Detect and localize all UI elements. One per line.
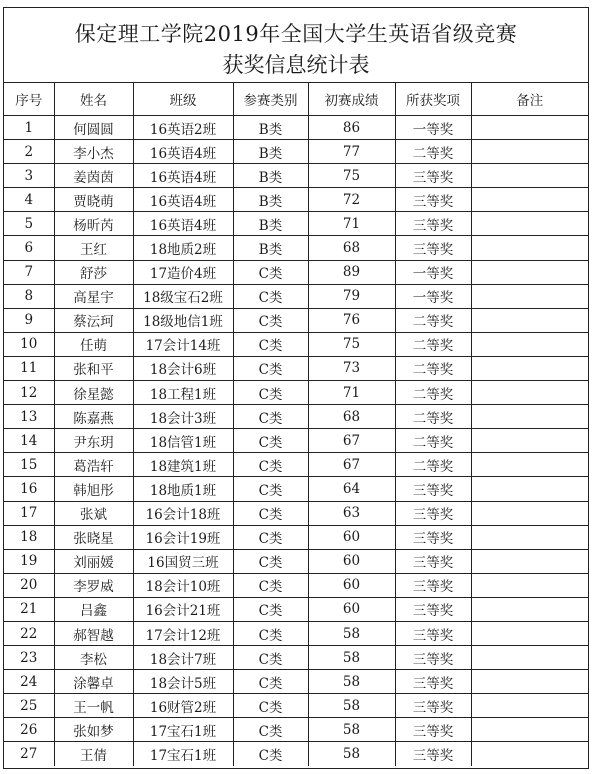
cell-category: B类 xyxy=(233,188,308,212)
cell-name: 张晓星 xyxy=(54,525,133,549)
header-award: 所获奖项 xyxy=(395,83,471,116)
cell-index: 4 xyxy=(4,188,54,212)
cell-name: 韩旭彤 xyxy=(54,477,133,501)
table-row xyxy=(4,381,588,405)
cell-score: 89 xyxy=(308,260,395,284)
header-name: 姓名 xyxy=(54,83,133,116)
cell-score: 67 xyxy=(308,429,395,453)
cell-award: 三等奖 xyxy=(395,236,471,260)
cell-index: 8 xyxy=(4,284,54,308)
cell-name: 贾晓萌 xyxy=(54,188,133,212)
cell-class: 16会计18班 xyxy=(133,501,233,525)
cell-category: C类 xyxy=(233,308,308,332)
cell-score: 68 xyxy=(308,236,395,260)
cell-class: 16英语4班 xyxy=(133,212,233,236)
header-index: 序号 xyxy=(4,83,54,116)
cell-index: 2 xyxy=(4,140,54,164)
cell-class: 17会计12班 xyxy=(133,621,233,645)
cell-remarks xyxy=(471,453,588,477)
cell-index: 12 xyxy=(4,381,54,405)
cell-class: 18工程1班 xyxy=(133,381,233,405)
cell-category: C类 xyxy=(233,356,308,380)
cell-award: 二等奖 xyxy=(395,381,471,405)
table-row xyxy=(4,284,588,308)
table-row xyxy=(4,308,588,332)
cell-score: 75 xyxy=(308,332,395,356)
cell-score: 58 xyxy=(308,742,395,766)
cell-remarks xyxy=(471,236,588,260)
table-row xyxy=(4,332,588,356)
table-row xyxy=(4,164,588,188)
cell-score: 60 xyxy=(308,573,395,597)
cell-score: 86 xyxy=(308,116,395,140)
cell-remarks xyxy=(471,670,588,694)
cell-index: 11 xyxy=(4,356,54,380)
cell-remarks xyxy=(471,284,588,308)
cell-score: 58 xyxy=(308,718,395,742)
cell-award: 三等奖 xyxy=(395,694,471,718)
cell-remarks xyxy=(471,646,588,670)
table-row xyxy=(4,694,588,718)
cell-name: 郝智越 xyxy=(54,621,133,645)
cell-category: C类 xyxy=(233,405,308,429)
cell-index: 27 xyxy=(4,742,54,766)
table-body xyxy=(4,116,588,766)
table-row xyxy=(4,549,588,573)
cell-award: 三等奖 xyxy=(395,597,471,621)
cell-class: 18会计6班 xyxy=(133,356,233,380)
cell-remarks xyxy=(471,477,588,501)
cell-class: 18级宝石2班 xyxy=(133,284,233,308)
cell-index: 21 xyxy=(4,597,54,621)
cell-remarks xyxy=(471,188,588,212)
cell-category: C类 xyxy=(233,646,308,670)
header-class: 班级 xyxy=(133,83,233,116)
cell-award: 一等奖 xyxy=(395,116,471,140)
cell-name: 刘丽媛 xyxy=(54,549,133,573)
cell-score: 64 xyxy=(308,477,395,501)
cell-award: 二等奖 xyxy=(395,453,471,477)
table-row xyxy=(4,429,588,453)
cell-class: 18会计3班 xyxy=(133,405,233,429)
cell-category: C类 xyxy=(233,260,308,284)
cell-remarks xyxy=(471,694,588,718)
cell-score: 60 xyxy=(308,525,395,549)
cell-class: 16英语4班 xyxy=(133,188,233,212)
cell-class: 18地质2班 xyxy=(133,236,233,260)
cell-class: 18级地信1班 xyxy=(133,308,233,332)
cell-name: 王红 xyxy=(54,236,133,260)
cell-category: C类 xyxy=(233,332,308,356)
cell-award: 二等奖 xyxy=(395,356,471,380)
cell-score: 68 xyxy=(308,405,395,429)
cell-award: 三等奖 xyxy=(395,164,471,188)
cell-category: C类 xyxy=(233,670,308,694)
cell-name: 姜茵茵 xyxy=(54,164,133,188)
table-row xyxy=(4,718,588,742)
cell-award: 三等奖 xyxy=(395,646,471,670)
cell-score: 58 xyxy=(308,694,395,718)
cell-remarks xyxy=(471,405,588,429)
cell-name: 何圆圆 xyxy=(54,116,133,140)
table-row xyxy=(4,356,588,380)
cell-index: 23 xyxy=(4,646,54,670)
cell-score: 73 xyxy=(308,356,395,380)
cell-score: 76 xyxy=(308,308,395,332)
document-title: 保定理工学院2019年全国大学生英语省级竞赛 xyxy=(74,22,518,46)
cell-name: 王一帆 xyxy=(54,694,133,718)
cell-remarks xyxy=(471,742,588,766)
cell-award: 二等奖 xyxy=(395,140,471,164)
cell-category: C类 xyxy=(233,621,308,645)
cell-category: C类 xyxy=(233,597,308,621)
table-row xyxy=(4,501,588,525)
cell-name: 李松 xyxy=(54,646,133,670)
cell-remarks xyxy=(471,718,588,742)
cell-remarks xyxy=(471,429,588,453)
cell-index: 24 xyxy=(4,670,54,694)
cell-score: 79 xyxy=(308,284,395,308)
cell-name: 王倩 xyxy=(54,742,133,766)
cell-award: 三等奖 xyxy=(395,670,471,694)
cell-award: 三等奖 xyxy=(395,742,471,766)
header-category: 参赛类别 xyxy=(233,83,308,116)
header-score: 初赛成绩 xyxy=(308,83,395,116)
cell-index: 22 xyxy=(4,621,54,645)
cell-index: 19 xyxy=(4,549,54,573)
cell-category: C类 xyxy=(233,525,308,549)
cell-remarks xyxy=(471,116,588,140)
cell-remarks xyxy=(471,621,588,645)
cell-category: C类 xyxy=(233,694,308,718)
table-row xyxy=(4,742,588,766)
cell-award: 三等奖 xyxy=(395,549,471,573)
table-row xyxy=(4,573,588,597)
document-subtitle: 获奖信息统计表 xyxy=(222,53,370,77)
cell-award: 二等奖 xyxy=(395,308,471,332)
table-row xyxy=(4,212,588,236)
cell-index: 7 xyxy=(4,260,54,284)
cell-remarks xyxy=(471,501,588,525)
table-row xyxy=(4,188,588,212)
cell-remarks xyxy=(471,525,588,549)
cell-index: 18 xyxy=(4,525,54,549)
cell-class: 18会计7班 xyxy=(133,646,233,670)
cell-category: C类 xyxy=(233,742,308,766)
cell-index: 16 xyxy=(4,477,54,501)
cell-class: 16英语4班 xyxy=(133,140,233,164)
cell-award: 三等奖 xyxy=(395,621,471,645)
cell-award: 三等奖 xyxy=(395,477,471,501)
cell-class: 18建筑1班 xyxy=(133,453,233,477)
cell-score: 77 xyxy=(308,140,395,164)
cell-category: B类 xyxy=(233,236,308,260)
cell-category: C类 xyxy=(233,429,308,453)
cell-name: 高星宇 xyxy=(54,284,133,308)
table-row xyxy=(4,116,588,140)
table-row xyxy=(4,621,588,645)
cell-name: 李小杰 xyxy=(54,140,133,164)
cell-score: 71 xyxy=(308,381,395,405)
table-row xyxy=(4,597,588,621)
table-row xyxy=(4,453,588,477)
cell-remarks xyxy=(471,212,588,236)
cell-award: 三等奖 xyxy=(395,212,471,236)
cell-category: C类 xyxy=(233,573,308,597)
cell-category: C类 xyxy=(233,718,308,742)
cell-score: 72 xyxy=(308,188,395,212)
cell-category: B类 xyxy=(233,164,308,188)
cell-index: 6 xyxy=(4,236,54,260)
table-row xyxy=(4,477,588,501)
cell-score: 63 xyxy=(308,501,395,525)
cell-index: 1 xyxy=(4,116,54,140)
cell-index: 15 xyxy=(4,453,54,477)
cell-name: 涂馨卓 xyxy=(54,670,133,694)
cell-award: 二等奖 xyxy=(395,429,471,453)
cell-name: 陈嘉燕 xyxy=(54,405,133,429)
cell-class: 16英语4班 xyxy=(133,164,233,188)
title-block xyxy=(4,8,588,83)
cell-index: 3 xyxy=(4,164,54,188)
cell-name: 张如梦 xyxy=(54,718,133,742)
cell-category: C类 xyxy=(233,501,308,525)
cell-remarks xyxy=(471,597,588,621)
award-table xyxy=(4,82,588,766)
cell-remarks xyxy=(471,308,588,332)
cell-award: 三等奖 xyxy=(395,188,471,212)
award-sheet xyxy=(3,7,589,769)
table-row xyxy=(4,260,588,284)
cell-remarks xyxy=(471,549,588,573)
cell-name: 张斌 xyxy=(54,501,133,525)
table-row xyxy=(4,140,588,164)
cell-name: 舒莎 xyxy=(54,260,133,284)
cell-class: 16会计21班 xyxy=(133,597,233,621)
cell-category: C类 xyxy=(233,477,308,501)
cell-category: C类 xyxy=(233,381,308,405)
cell-index: 13 xyxy=(4,405,54,429)
cell-class: 18会计10班 xyxy=(133,573,233,597)
cell-class: 17会计14班 xyxy=(133,332,233,356)
cell-score: 60 xyxy=(308,549,395,573)
cell-name: 蔡沄珂 xyxy=(54,308,133,332)
cell-remarks xyxy=(471,356,588,380)
cell-class: 18信管1班 xyxy=(133,429,233,453)
cell-award: 三等奖 xyxy=(395,573,471,597)
table-row xyxy=(4,236,588,260)
cell-category: B类 xyxy=(233,140,308,164)
table-row xyxy=(4,405,588,429)
cell-name: 葛浩轩 xyxy=(54,453,133,477)
cell-score: 71 xyxy=(308,212,395,236)
cell-class: 17造价4班 xyxy=(133,260,233,284)
cell-index: 25 xyxy=(4,694,54,718)
cell-class: 18会计5班 xyxy=(133,670,233,694)
cell-remarks xyxy=(471,140,588,164)
cell-index: 5 xyxy=(4,212,54,236)
cell-index: 26 xyxy=(4,718,54,742)
cell-index: 20 xyxy=(4,573,54,597)
cell-award: 三等奖 xyxy=(395,501,471,525)
cell-remarks xyxy=(471,164,588,188)
cell-award: 一等奖 xyxy=(395,260,471,284)
cell-award: 二等奖 xyxy=(395,405,471,429)
cell-score: 58 xyxy=(308,670,395,694)
cell-index: 9 xyxy=(4,308,54,332)
cell-category: C类 xyxy=(233,453,308,477)
cell-category: B类 xyxy=(233,116,308,140)
cell-class: 16英语2班 xyxy=(133,116,233,140)
cell-name: 尹东玥 xyxy=(54,429,133,453)
cell-name: 任萌 xyxy=(54,332,133,356)
table-row xyxy=(4,525,588,549)
cell-index: 10 xyxy=(4,332,54,356)
cell-score: 67 xyxy=(308,453,395,477)
cell-award: 一等奖 xyxy=(395,284,471,308)
cell-name: 吕鑫 xyxy=(54,597,133,621)
table-row xyxy=(4,646,588,670)
cell-class: 16会计19班 xyxy=(133,525,233,549)
cell-category: C类 xyxy=(233,284,308,308)
cell-category: C类 xyxy=(233,549,308,573)
cell-class: 16财管2班 xyxy=(133,694,233,718)
cell-name: 杨昕芮 xyxy=(54,212,133,236)
header-remarks: 备注 xyxy=(471,83,588,116)
cell-award: 三等奖 xyxy=(395,525,471,549)
table-row xyxy=(4,670,588,694)
cell-index: 17 xyxy=(4,501,54,525)
cell-score: 75 xyxy=(308,164,395,188)
cell-award: 三等奖 xyxy=(395,718,471,742)
table-header-row xyxy=(4,83,588,116)
cell-score: 58 xyxy=(308,621,395,645)
cell-class: 18地质1班 xyxy=(133,477,233,501)
cell-class: 17宝石1班 xyxy=(133,718,233,742)
cell-remarks xyxy=(471,573,588,597)
cell-remarks xyxy=(471,260,588,284)
cell-class: 17宝石1班 xyxy=(133,742,233,766)
cell-name: 李罗威 xyxy=(54,573,133,597)
cell-score: 58 xyxy=(308,646,395,670)
cell-score: 60 xyxy=(308,597,395,621)
cell-class: 16国贸三班 xyxy=(133,549,233,573)
cell-name: 张和平 xyxy=(54,356,133,380)
cell-category: B类 xyxy=(233,212,308,236)
cell-name: 徐星懿 xyxy=(54,381,133,405)
cell-index: 14 xyxy=(4,429,54,453)
cell-award: 二等奖 xyxy=(395,332,471,356)
cell-remarks xyxy=(471,381,588,405)
cell-remarks xyxy=(471,332,588,356)
